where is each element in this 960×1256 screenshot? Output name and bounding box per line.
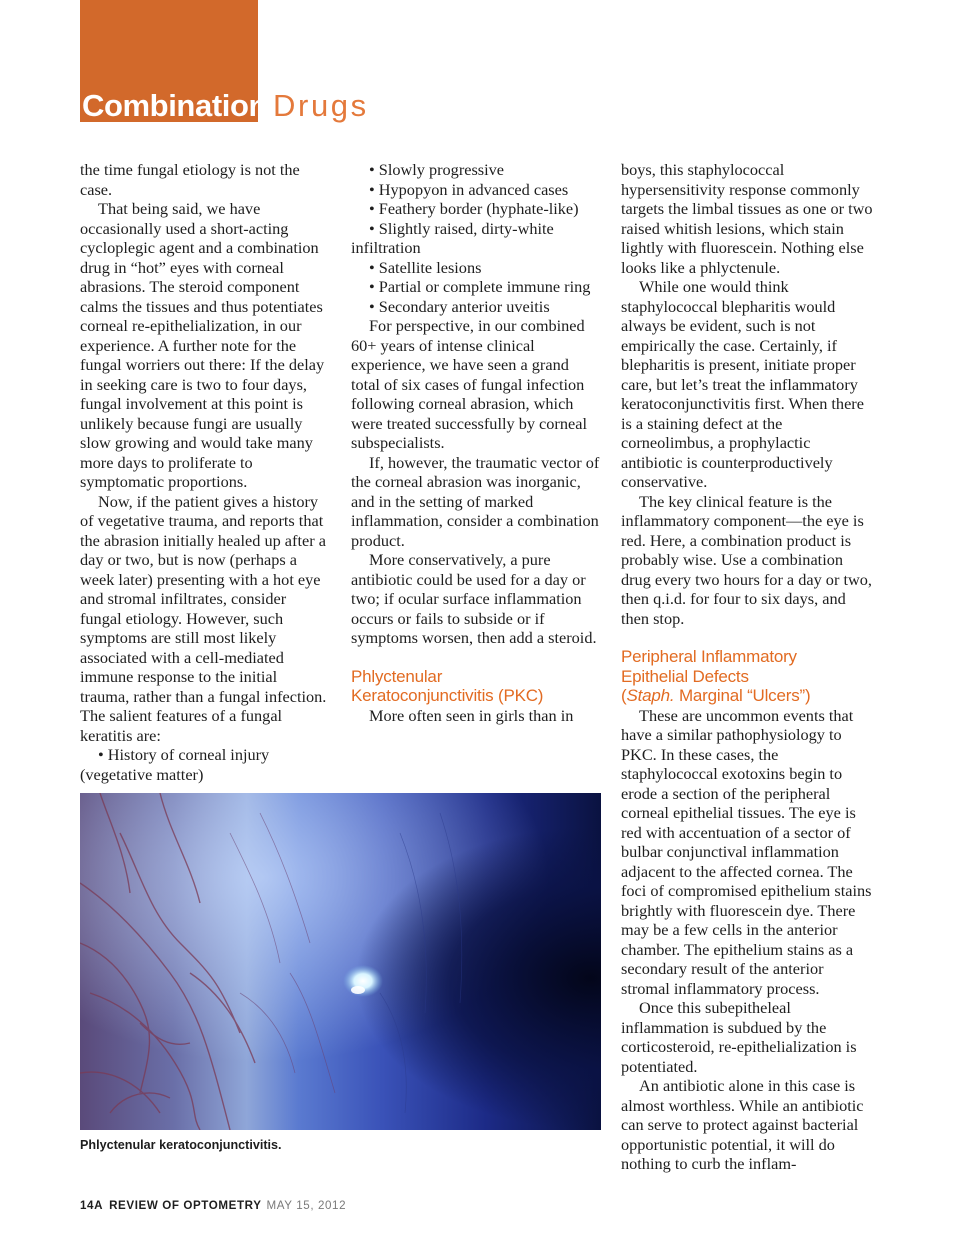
section-title [82, 90, 369, 121]
figure-caption: Phlyctenular keratoconjunctivitis. [80, 1138, 282, 1152]
bullet-item: • Satellite lesions [369, 257, 482, 277]
bullet-item: • Hypopyon in advanced cases [369, 179, 569, 199]
paragraph: Now, if the patient gives a history of vegetative trauma, and reports that the abrasion initially healed up after a day or two, but is now (perhaps a week later) presenting with a hot eye and stromal infiltrates, consider fungal etiology. However, such symptoms are still most likely associated with a cell-mediated immune response to the initial trauma, rather than a fungal infection. The salient features of a fungal keratitis are: [80, 491, 327, 745]
page-number: 14A [80, 1199, 104, 1212]
subheading-line: Phlyctenular [351, 666, 443, 686]
bullet-item: • Feathery border (hyphate-like) [369, 199, 579, 218]
bullet-item: • Slightly raised, dirty-white infiltration [351, 218, 554, 257]
paragraph: That being said, we have occasionally used a short-acting cycloplegic agent and a combination drug in “hot” eyes with corneal abrasions. The steroid component calms the tissues and thus potentiates corneal re-epithelialization, in our experience. A further note for the fungal worriers out there: If the delay in seeking care is two to four days, fungal involvement at this point is unlikely because fungi are usually slow growing and would take many more days to proliferate to symptomatic proportions. [80, 199, 325, 491]
paragraph: If, however, the traumatic vector of the corneal abrasion was inorganic, and in the setting of marked inflammation, consider a combination product. [351, 452, 600, 550]
subheading-italic: Staph. [626, 686, 675, 705]
paragraph: boys, this staphylococcal hypersensitivity response commonly targets the limbal tissues as one or two raised whitish lesions, which stain lightly with fluorescein. Nothing else looks like a phlyctenule. [621, 160, 873, 277]
eye-photo-graphic [80, 793, 601, 1130]
subheading-line: Peripheral Inflammatory [621, 647, 797, 666]
text-column-1 [80, 160, 330, 784]
paragraph: While one would think staphylococcal blepharitis would always be evident, such is not empirically the case. Certainly, if blepharitis is present, initiate proper care, but let’s treat the inflammatory keratoconjunctivitis first. When there is a staining defect at the corneolimbus, a prophylactic antibiotic is counterproductively conservative. [621, 277, 864, 491]
subheading-pkc [351, 667, 601, 706]
paragraph: More often seen in girls than in [369, 705, 574, 725]
bullet-item: • History of corneal injury (vegetative matter) [80, 745, 270, 784]
paragraph: The key clinical feature is the inflammatory component—the eye is red. Here, a combination product is probably wise. Use a combination drug every two hours for a day or two, then q.i.d. for four to six days, and then stop. [621, 491, 872, 628]
paragraph: An antibiotic alone in this case is almost worthless. While an antibiotic can serve to protect against bacterial opportunistic potential, it will do nothing to curb the inflam- [621, 1076, 864, 1173]
text-column-2 [351, 160, 601, 725]
paragraph: These are uncommon events that have a similar pathophysiology to PKC. In these cases, the staphylococcal exotoxins begin to erode a section of the peripheral corneal epithelial tissues. The eye is red with accentuation of a sector of bulbar conjunctival inflammation adjacent to the affected cornea. The foci of compromised epithelium stains brightly with fluorescein dye. There may be a few cells in the anterior chamber. The epithelium stains as a secondary result of the anterior stromal inflammatory process. [621, 705, 872, 998]
bullet-item: • Partial or complete immune ring [369, 277, 591, 296]
subheading-rest: Marginal “Ulcers”) [674, 686, 811, 705]
section-title-light: Drugs [273, 88, 369, 123]
subheading-line: Keratoconjunctivitis (PKC) [351, 686, 544, 705]
bullet-item: • Slowly progressive [369, 160, 505, 179]
bullet-item: • Secondary anterior uveitis [369, 296, 550, 316]
paragraph: More conservatively, a pure antibiotic could be used for a day or two; if ocular surface inflammation occurs or fails to subside or if symptoms worsen, then add a steroid. [351, 550, 597, 647]
issue-date: MAY 15, 2012 [266, 1199, 347, 1212]
paragraph: the time fungal etiology is not the case. [80, 160, 300, 199]
magazine-name: REVIEW OF OPTOMETRY [109, 1199, 262, 1212]
paragraph: For perspective, in our combined 60+ years of intense clinical experience, we have seen a grand total of six cases of fungal infection following corneal abrasion, which were treated successfully by corneal subspecialists. [351, 316, 587, 452]
page-footer [80, 1199, 346, 1212]
subheading-line [621, 686, 875, 706]
subheading-line: Epithelial Defects [621, 666, 749, 686]
eye-photo [80, 793, 601, 1130]
section-title-bold: Combination [82, 88, 268, 123]
paragraph: Once this subepitheleal inflammation is subdued by the corticosteroid, re-epithelialization is potentiated. [621, 998, 857, 1076]
subheading-marginal-ulcers [621, 647, 875, 706]
subheading-paren: ( [621, 686, 627, 705]
text-column-3 [621, 160, 875, 1174]
